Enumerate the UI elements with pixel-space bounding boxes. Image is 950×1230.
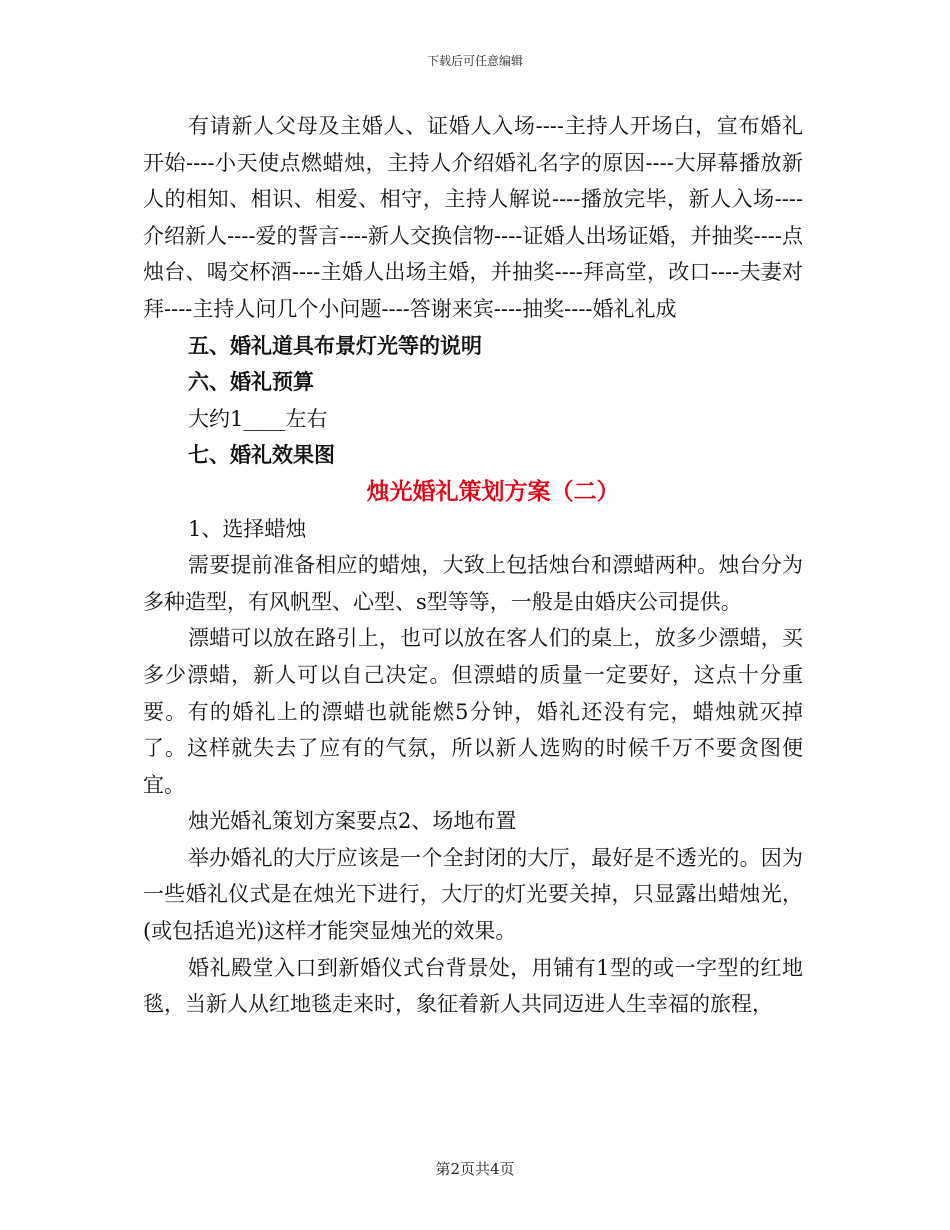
venue-hall-paragraph: 举办婚礼的大厅应该是一个全封闭的大厅，最好是不透光的。因为一些婚礼仪式是在烛光下进行，大厅的灯光要关掉，只显露出蜡烛光，(或包括追光)这样才能突显烛光的效果。 <box>143 845 803 944</box>
section-heading-5: 五、婚礼道具布景灯光等的说明 <box>188 332 482 358</box>
candle-types-paragraph: 需要提前准备相应的蜡烛，大致上包括烛台和漂蜡两种。烛台分为多种造型，有风帆型、心型、s型等等，一般是由婚庆公司提供。 <box>143 553 803 614</box>
page-header: 下载后可任意编辑 <box>426 54 523 68</box>
section-heading-7: 七、婚礼效果图 <box>188 442 335 468</box>
red-carpet-paragraph: 婚礼殿堂入口到新婚仪式台背景处，用铺有1型的或一字型的红地毯，当新人从红地毯走来时，象征着新人共同迈进人生幸福的旅程， <box>143 955 803 1017</box>
document-body <box>143 108 803 1023</box>
page-number: 第2页共4页 <box>435 1160 515 1178</box>
subheading-candles: 1、选择蜡烛 <box>188 516 307 541</box>
floating-candle-paragraph: 漂蜡可以放在路引上，也可以放在客人们的桌上，放多少漂蜡，买多少漂蜡，新人可以自己决定。但漂蜡的质量一定要好，这点十分重要。有的婚礼上的漂蜡也就能燃5分钟，婚礼还没有完，蜡烛就灭掉了。这样就失去了应有的气氛，所以新人选购的时候千万不要贪图便宜。 <box>143 626 803 797</box>
document-title: 烛光婚礼策划方案（二） <box>366 477 620 505</box>
section-heading-6: 六、婚礼预算 <box>188 369 314 395</box>
budget-paragraph: 大约1____左右 <box>188 406 328 431</box>
ceremony-flow-paragraph: 有请新人父母及主婚人、证婚人入场----主持人开场白，宣布婚礼开始----小天使点燃蜡烛，主持人介绍婚礼名字的原因----大屏幕播放新人的相知、相识、相爱、相守，主持人解说----播放完毕，新人入场----介绍新人----爱的誓言----新人交换信物----证婚人出场证婚，并抽奖----点烛台、喝交杯酒----主婚人出场主婚，并抽奖----拜高堂，改口----夫妻对拜----主持人问几个小问题----答谢来宾----抽奖----婚礼礼成 <box>143 114 803 321</box>
subheading-venue: 烛光婚礼策划方案要点2、场地布置 <box>188 809 517 834</box>
